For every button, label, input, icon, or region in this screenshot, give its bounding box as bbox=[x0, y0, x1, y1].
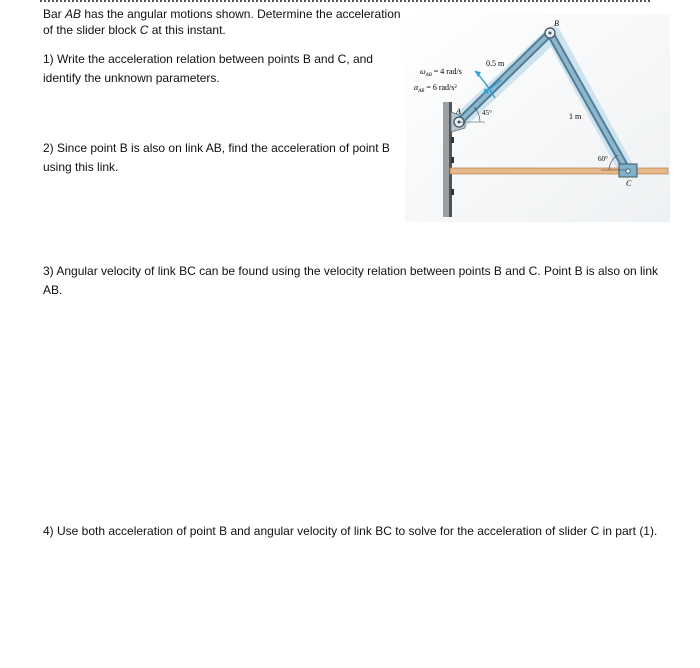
length-ab: 0.5 m bbox=[486, 59, 505, 68]
length-bc: 1 m bbox=[569, 112, 582, 121]
mechanism-figure bbox=[405, 14, 670, 222]
mechanism-diagram bbox=[405, 14, 670, 222]
label-c: C bbox=[626, 179, 632, 188]
angle-c-label: 60° bbox=[598, 155, 608, 163]
question-3: 3) Angular velocity of link BC can be found using the velocity relation between points B and C. Point B is also on link AB. bbox=[43, 264, 659, 297]
alpha-label: $\alpha_{AB} = 6$ rad/s² bbox=[414, 83, 457, 94]
problem-statement: Bar AB has the angular motions shown. Determine the acceleration of the slider block C at this instant. bbox=[43, 7, 401, 37]
label-a: A bbox=[456, 107, 461, 116]
pin-c bbox=[626, 169, 630, 173]
angle-a-label: 45° bbox=[482, 109, 492, 117]
question-2: 2) Since point B is also on link AB, find the acceleration of point B using this link. bbox=[43, 141, 390, 174]
label-b: B bbox=[554, 19, 559, 28]
omega-label: $\omega_{AB} = 4$ rad/s bbox=[420, 67, 462, 78]
question-4: 4) Use both acceleration of point B and angular velocity of link BC to solve for the acceleration of slider C in part (1). bbox=[43, 524, 658, 538]
question-1: 1) Write the acceleration relation between points B and C, and identify the unknown parameters. bbox=[43, 52, 373, 85]
top-dotted-border bbox=[40, 0, 650, 5]
